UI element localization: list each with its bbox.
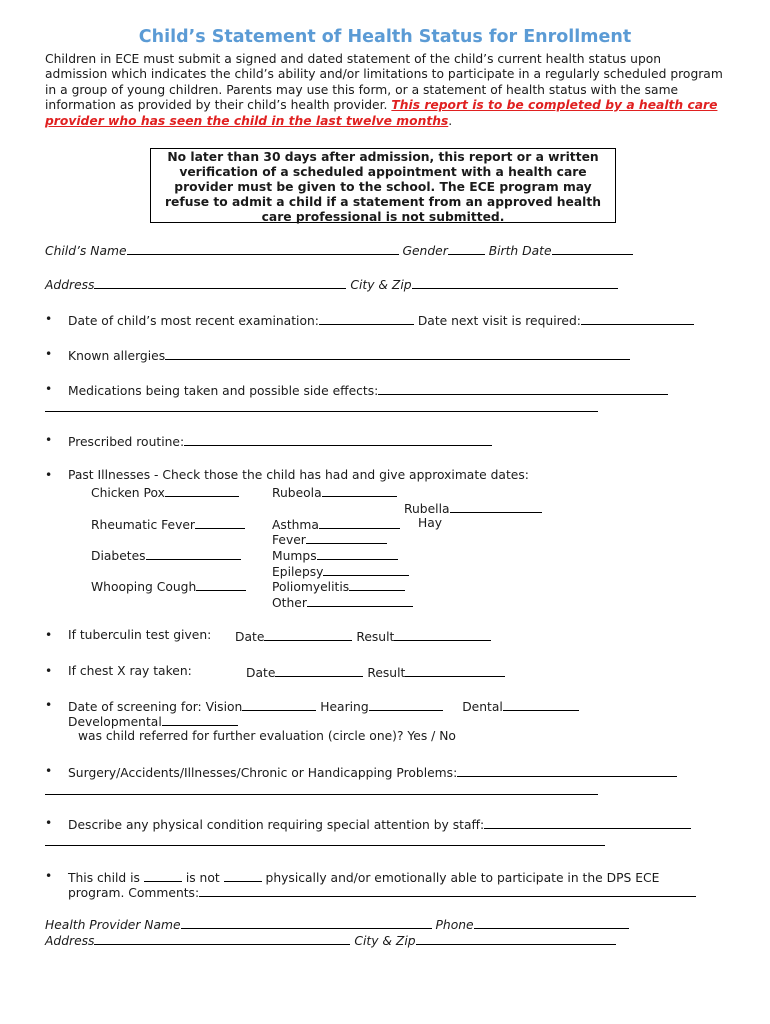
allergies-row [68,347,630,363]
provider-address-field[interactable] [94,932,350,945]
dental-label: Dental [462,700,503,714]
mumps-field[interactable] [317,547,398,560]
illness-rubella [404,500,542,516]
other-label: Other [272,596,307,610]
medications-field[interactable] [378,382,668,395]
bullet: • [45,698,53,712]
diabetes-label: Diabetes [91,549,146,563]
bullet: • [45,433,53,447]
dental-date-field[interactable] [503,698,579,711]
hay-fever-field[interactable] [306,531,387,544]
surgery-label: Surgery/Accidents/Illnesses/Chronic or Handicapping Problems: [68,766,458,780]
asthma-field[interactable] [319,516,400,529]
illness-hay-fever [272,531,387,547]
routine-row [68,433,492,449]
xray-result-label: Result [367,666,406,680]
tb-date-label: Date [235,630,265,644]
bullet: • [45,628,53,642]
condition-label: Describe any physical condition requiring special attention by staff: [68,818,485,832]
chicken-pox-label: Chicken Pox [91,486,165,500]
poliomyelitis-label: Poliomyelitis [272,580,350,594]
notice-text: No later than 30 days after admission, this report or a written verification of a scheduled appointment with a health care provider must be given to the school. The ECE program may refuse to admit a child if a statement from an approved health care professional is not submitted. [164,150,602,224]
intro-text: Children in ECE must submit a signed and dated statement of the child’s current health status upon admission which indicates the child’s ability and/or limitations to participate in a regularly scheduled program in a group of young children. Parents may use this form, or a statement of health status with the same information as provided by their child’s health provider. [45,52,723,113]
bullet: • [45,347,53,361]
provider-address-label: Address [45,934,95,948]
tb-date-field[interactable] [264,628,352,641]
rheumatic-fever-field[interactable] [195,516,245,529]
intro-end: . [448,113,453,128]
rubeola-field[interactable] [322,484,397,497]
developmental-date-field[interactable] [162,713,238,726]
allergies-field[interactable] [165,347,630,360]
tb-label: If tuberculin test given: [68,628,212,642]
child-cityzip-label: City & Zip [350,278,412,292]
illness-asthma [272,516,400,532]
condition-row [68,816,691,832]
form-title: Child’s Statement of Health Status for Enrollment [138,27,632,47]
exam-label: Date of child’s most recent examination: [68,314,319,328]
surgery-row [68,764,677,780]
bullet: • [45,816,53,830]
fever-label: Fever [272,533,306,547]
routine-field[interactable] [184,433,492,446]
able-field[interactable] [144,869,182,882]
bullet: • [45,764,53,778]
medications-continuation-line[interactable] [45,411,598,412]
bullet: • [45,869,53,883]
surgery-continuation-line[interactable] [45,794,598,795]
rubeola-label: Rubeola [272,486,322,500]
xray-date-field[interactable] [275,664,363,677]
comments-label: program. Comments: [68,886,200,900]
comments-row [68,884,696,900]
tb-result-field[interactable] [394,628,491,641]
not-able-field[interactable] [224,869,262,882]
poliomyelitis-field[interactable] [349,578,405,591]
routine-label: Prescribed routine: [68,435,185,449]
xray-result-field[interactable] [405,664,505,677]
hay-label: Hay [418,516,443,530]
provider-name-label: Health Provider Name [45,918,181,932]
whooping-cough-field[interactable] [196,578,246,591]
bullet: • [45,468,53,482]
xray-label: If chest X ray taken: [68,664,192,678]
child-address-label: Address [45,278,95,292]
illness-diabetes [91,547,241,563]
provider-cityzip-field[interactable] [416,932,616,945]
provider-phone-label: Phone [435,918,474,932]
provider-phone-field[interactable] [474,916,629,929]
tb-date-row [235,628,491,644]
mumps-label: Mumps [272,549,317,563]
screening-vision-label: Date of screening for: Vision [68,700,243,714]
provider-name-row [45,916,629,932]
illness-chicken-pox [91,484,239,500]
asthma-label: Asthma [272,518,319,532]
epilepsy-label: Epilepsy [272,565,324,579]
birth-date-field[interactable] [552,242,633,255]
hearing-date-field[interactable] [369,698,443,711]
diabetes-field[interactable] [146,547,241,560]
provider-cityzip-label: City & Zip [354,934,416,948]
illness-rubeola [272,484,397,500]
medications-row [68,382,668,398]
rubella-label: Rubella [404,502,450,516]
child-name-row [45,242,633,258]
child-cityzip-field[interactable] [412,276,618,289]
developmental-label: Developmental [68,715,162,729]
vision-date-field[interactable] [242,698,316,711]
xray-date-label: Date [246,666,276,680]
child-name-field[interactable] [127,242,399,255]
bullet: • [45,664,53,678]
notice-box [150,148,616,223]
allergies-label: Known allergies [68,349,166,363]
birth-date-label: Birth Date [488,244,552,258]
comments-field[interactable] [199,884,696,897]
bullet: • [45,312,53,326]
exam-row [68,312,694,328]
rubella-field[interactable] [450,500,542,513]
child-address-field[interactable] [94,276,346,289]
illness-whooping-cough [91,578,246,594]
screening-row [68,698,579,714]
provider-name-field[interactable] [181,916,432,929]
intro-red-text-2: completed by a health care provider who has seen the child in the last twelve months [45,98,718,128]
gender-field[interactable] [448,242,485,255]
rheumatic-fever-label: Rheumatic Fever [91,518,195,532]
illness-rheumatic-fever [91,516,245,532]
referred-question[interactable]: was child referred for further evaluation (circle one)? Yes / No [78,729,456,743]
ability-description: physically and/or emotionally able to participate in the DPS ECE [265,871,660,885]
next-visit-field[interactable] [581,312,694,325]
condition-field[interactable] [484,816,691,829]
illness-mumps [272,547,398,563]
xray-date-row [246,664,505,680]
intro-paragraph [45,52,725,129]
epilepsy-field[interactable] [323,563,409,576]
intro-red-text-1: This report is to be [391,98,529,113]
illness-poliomyelitis [272,578,405,594]
bullet: • [45,382,53,396]
surgery-field[interactable] [457,764,677,777]
illness-other [272,594,413,610]
provider-address-row [45,932,616,948]
tb-result-label: Result [356,630,395,644]
next-visit-label: Date next visit is required: [417,314,581,328]
gender-label: Gender [402,244,448,258]
illness-epilepsy [272,563,409,579]
not-able-label: is not [185,871,220,885]
illness-label: Past Illnesses - Check those the child has had and give approximate dates: [68,468,529,482]
condition-continuation-line[interactable] [45,845,605,846]
able-label: This child is [68,871,140,885]
hearing-label: Hearing [320,700,369,714]
developmental-row [68,713,238,729]
other-field[interactable] [307,594,413,607]
ability-row [68,869,659,885]
chicken-pox-field[interactable] [165,484,239,497]
medications-label: Medications being taken and possible side effects: [68,384,379,398]
child-address-row [45,276,618,292]
child-name-label: Child’s Name [45,244,127,258]
exam-date-field[interactable] [319,312,414,325]
whooping-cough-label: Whooping Cough [91,580,197,594]
